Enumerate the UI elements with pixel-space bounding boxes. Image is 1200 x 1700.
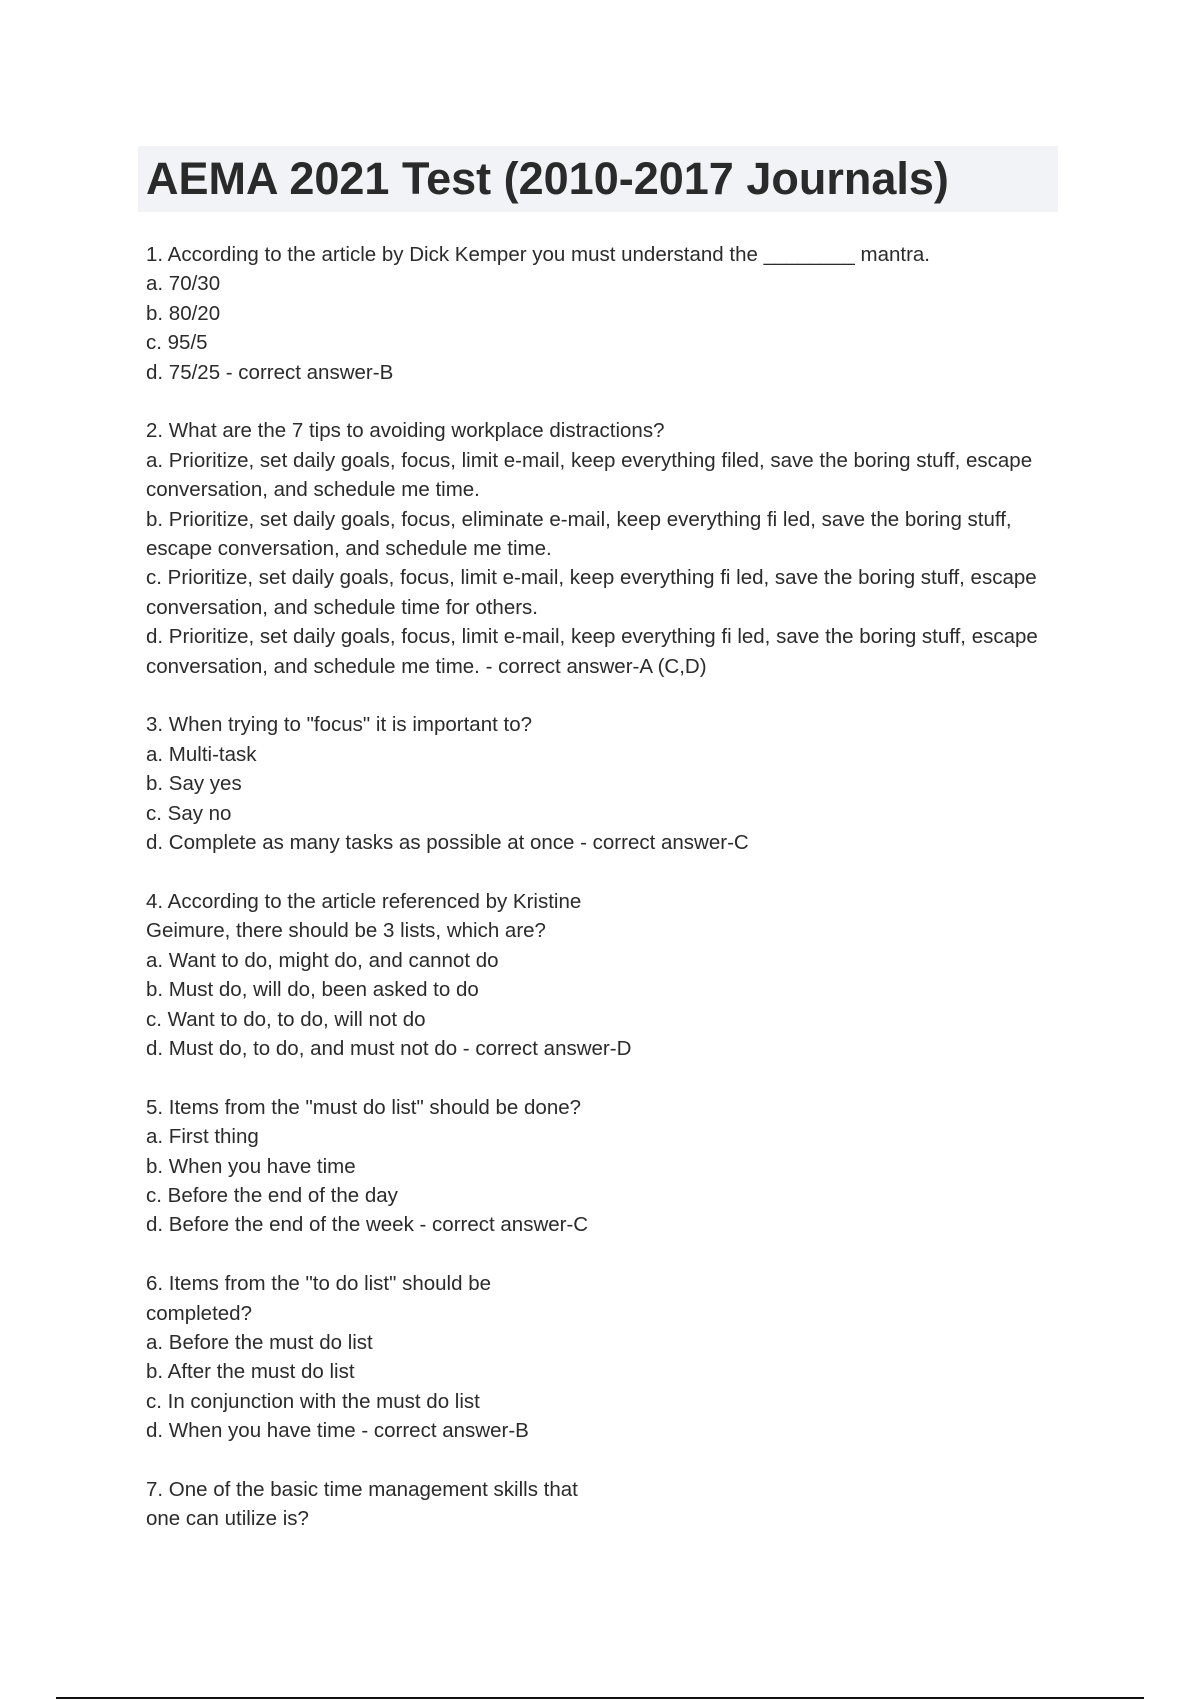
answer-option: b. After the must do list — [146, 1360, 355, 1384]
answer-option: b. When you have time — [146, 1154, 356, 1178]
answer-option: c. Want to do, to do, will not do — [146, 1007, 426, 1031]
answer-option: d. 75/25 - correct answer-B — [146, 360, 394, 384]
question-text: 6. Items from the "to do list" should be — [146, 1272, 491, 1296]
question-6 — [146, 1269, 1046, 1445]
question-list — [146, 240, 1046, 1563]
answer-option: c. Before the end of the day — [146, 1183, 398, 1207]
answer-option: a. Before the must do list — [146, 1330, 373, 1354]
question-text: 1. According to the article by Dick Kemper you must understand the ________ mantra. — [146, 243, 930, 266]
answer-option: a. Multi-task — [146, 742, 257, 766]
answer-option: b. 80/20 — [146, 301, 221, 325]
answer-option: a. 70/30 — [146, 272, 221, 296]
answer-option: d. Prioritize, set daily goals, focus, limit e-mail, keep everything fi led, save the boring stuff, escape conversation, and schedule me time. - correct answer-A (C,D) — [146, 625, 1038, 678]
answer-option: d. Must do, to do, and must not do - correct answer-D — [146, 1036, 632, 1060]
question-text: 5. Items from the "must do list" should be done? — [146, 1095, 582, 1119]
question-4 — [146, 887, 1046, 1063]
question-text: 7. One of the basic time management skills that — [146, 1477, 578, 1501]
answer-option: b. Prioritize, set daily goals, focus, eliminate e-mail, keep everything fi led, save the boring stuff, escape conversation, and schedule me time. — [146, 507, 1012, 561]
answer-option: b. Say yes — [146, 772, 242, 796]
footer-divider — [56, 1697, 1144, 1699]
answer-option: a. Prioritize, set daily goals, focus, limit e-mail, keep everything filed, save the boring stuff, escape conversation, and schedule me time. — [146, 448, 1033, 502]
question-text: 2. What are the 7 tips to avoiding workplace distractions? — [146, 419, 665, 443]
question-1 — [146, 240, 1046, 387]
question-text: completed? — [146, 1301, 252, 1325]
answer-option: c. 95/5 — [146, 331, 208, 355]
document-title: AEMA 2021 Test (2010-2017 Journals) — [146, 153, 949, 204]
question-text: 3. When trying to "focus" it is important to? — [146, 713, 532, 737]
answer-option: c. Prioritize, set daily goals, focus, limit e-mail, keep everything fi led, save the boring stuff, escape conversation, and schedule time for others. — [146, 566, 1037, 619]
answer-option: d. Before the end of the week - correct answer-C — [146, 1213, 589, 1237]
question-7 — [146, 1475, 1046, 1534]
question-text: one can utilize is? — [146, 1507, 309, 1531]
question-2 — [146, 416, 1046, 681]
answer-option: a. Want to do, might do, and cannot do — [146, 948, 499, 972]
question-text: 4. According to the article referenced by Kristine — [146, 889, 582, 913]
question-text: Geimure, there should be 3 lists, which are? — [146, 919, 546, 943]
answer-option: c. In conjunction with the must do list — [146, 1389, 480, 1413]
answer-option: a. First thing — [146, 1125, 259, 1149]
answer-option: c. Say no — [146, 801, 232, 825]
answer-option: d. When you have time - correct answer-B — [146, 1419, 529, 1443]
question-5 — [146, 1093, 1046, 1240]
answer-option: b. Must do, will do, been asked to do — [146, 978, 479, 1002]
question-3 — [146, 710, 1046, 857]
answer-option: d. Complete as many tasks as possible at once - correct answer-C — [146, 831, 749, 855]
